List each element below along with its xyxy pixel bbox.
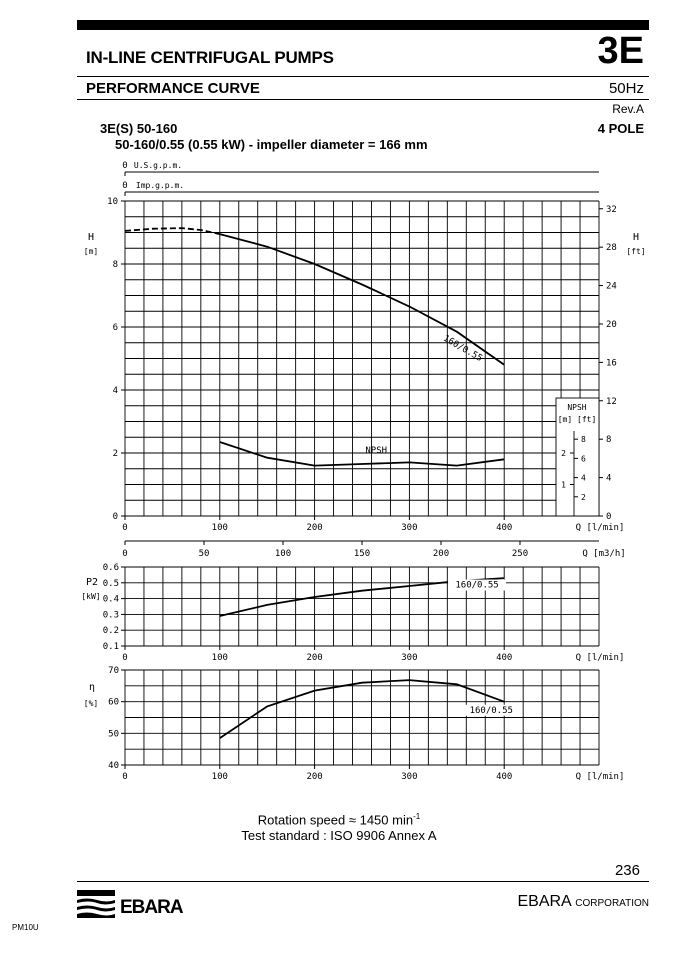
power-x-tick-label: 200: [306, 653, 323, 663]
head-grid: [125, 201, 599, 516]
head-x-label: Q [l/min]: [575, 523, 625, 533]
efficiency-curve: [220, 680, 504, 738]
eff-y-tick-label: 60: [108, 697, 119, 708]
eff-y-tick-label: 70: [108, 666, 119, 676]
eff-x-tick-label: 400: [496, 772, 513, 782]
npsh-inset-ft-label: 2: [581, 492, 586, 502]
eff-x-label: Q [l/min]: [575, 772, 625, 782]
npsh-curve-label: NPSH: [365, 446, 388, 456]
eff-x-tick-label: 200: [306, 772, 323, 782]
usgpm-tick-label: 0: [122, 161, 128, 171]
head-y2-tick-label: 8: [606, 435, 612, 446]
head-y-tick-label: 2: [112, 449, 118, 459]
power-x-label: Q [l/min]: [575, 653, 625, 663]
eff-y-unit: [%]: [83, 699, 99, 708]
head-y-label: H: [87, 232, 95, 243]
npsh-inset-m-label: 2: [561, 449, 566, 458]
pole-label: 4 POLE: [597, 121, 644, 136]
head-x-tick-label: 300: [401, 523, 418, 533]
page-number: 236: [614, 862, 640, 879]
head-x-tick-label: 100: [211, 523, 228, 533]
revision-label: Rev.A: [612, 102, 644, 116]
m3h-tick-label: 0: [122, 549, 128, 559]
head-y2-tick-label: 16: [606, 358, 617, 369]
power-y-tick-label: 0.6: [102, 563, 119, 573]
power-x-tick-label: 400: [496, 653, 513, 663]
head-y2-label: H: [632, 232, 640, 243]
logo-text: EBARA: [120, 897, 183, 918]
page-subtitle: PERFORMANCE CURVE: [86, 80, 260, 97]
head-y-tick-label: 0: [112, 512, 118, 522]
eff-y-label: η: [88, 682, 96, 693]
power-curve-label: 160/0.55: [455, 580, 499, 591]
head-y2-tick-label: 12: [606, 396, 617, 407]
power-x-tick-label: 300: [401, 653, 418, 663]
rotation-speed: [0, 812, 678, 827]
head-y2-tick-label: 24: [606, 281, 617, 292]
power-y-tick-label: 0.5: [102, 578, 119, 589]
head-curve-label: 160/0.55: [441, 333, 484, 365]
head-y2-tick-label: 32: [606, 204, 617, 215]
npsh-inset-units: [m] [ft]: [557, 415, 597, 424]
head-y2-tick-label: 0: [606, 512, 612, 522]
efficiency-curve-label: 160/0.55: [469, 705, 513, 716]
power-y-tick-label: 0.4: [102, 594, 119, 605]
series-code: 3E: [597, 30, 644, 72]
npsh-inset-title: NPSH: [567, 403, 587, 412]
npsh-inset-m-label: 1: [561, 480, 566, 490]
rotation-unit-exponent: -1: [413, 812, 421, 821]
impgpm-label: Imp.g.p.m.: [135, 181, 185, 190]
corp-name: EBARA: [517, 893, 571, 910]
series-title: IN-LINE CENTRIFUGAL PUMPS: [86, 48, 334, 67]
frequency-label: 50Hz: [608, 80, 644, 97]
head-x-tick-label: 400: [496, 523, 513, 533]
m3h-tick-label: 250: [511, 549, 529, 559]
power-x-tick-label: 0: [122, 653, 128, 663]
power-y-tick-label: 0.2: [102, 626, 119, 637]
power-y-tick-label: 0.1: [102, 642, 119, 652]
eff-x-tick-label: 0: [122, 772, 128, 782]
power-y-tick-label: 0.3: [102, 610, 119, 621]
impgpm-tick-label: 0: [122, 181, 128, 191]
head-y2-tick-label: 20: [606, 319, 617, 330]
m3h-tick-label: 100: [274, 549, 292, 559]
npsh-inset-ft-label: 6: [581, 454, 586, 464]
corporation-name: [450, 893, 649, 911]
head-y2-unit: [ft]: [626, 247, 646, 256]
head-x-tick-label: 200: [306, 523, 323, 533]
eff-y-tick-label: 50: [108, 729, 119, 740]
head-y-unit: [m]: [83, 247, 99, 256]
power-y-label: P2: [85, 577, 99, 588]
model-title: 3E(S) 50-160: [100, 121, 178, 136]
head-y-tick-label: 6: [112, 323, 118, 333]
head-y2-tick-label: 4: [606, 473, 612, 484]
m3h-tick-label: 200: [432, 549, 450, 559]
head-y-tick-label: 10: [107, 197, 118, 207]
head-y2-tick-label: 28: [606, 243, 617, 254]
test-standard: Test standard : ISO 9906 Annex A: [241, 828, 437, 843]
power-grid: [125, 567, 599, 646]
eff-y-tick-label: 40: [108, 761, 119, 771]
m3h-axis-label: Q [m3/h]: [582, 549, 626, 559]
efficiency-grid: [125, 670, 599, 765]
power-x-tick-label: 100: [211, 653, 228, 663]
power-y-unit: [kW]: [81, 592, 101, 601]
corp-suffix: CORPORATION: [575, 898, 649, 909]
document-id: PM10U: [12, 923, 39, 932]
eff-x-tick-label: 100: [211, 772, 228, 782]
npsh-inset-ft-label: 8: [581, 435, 586, 445]
eff-x-tick-label: 300: [401, 772, 418, 782]
usgpm-label: U.S.g.p.m.: [133, 161, 183, 170]
head-curve-dashed: [125, 228, 220, 234]
npsh-inset-ft-label: 4: [581, 473, 586, 483]
footer-rule: [77, 881, 649, 882]
npsh-curve: [220, 442, 504, 466]
m3h-tick-label: 50: [198, 549, 210, 559]
model-description: 50-160/0.55 (0.55 kW) - impeller diameter = 166 mm: [115, 137, 428, 152]
ebara-logo-icon: [77, 890, 117, 920]
rotation-text: Rotation speed ≈ 1450 min: [257, 812, 414, 828]
head-x-tick-label: 0: [122, 523, 128, 533]
head-y-tick-label: 4: [112, 386, 118, 396]
head-y-tick-label: 8: [112, 260, 118, 270]
m3h-tick-label: 150: [353, 549, 371, 559]
